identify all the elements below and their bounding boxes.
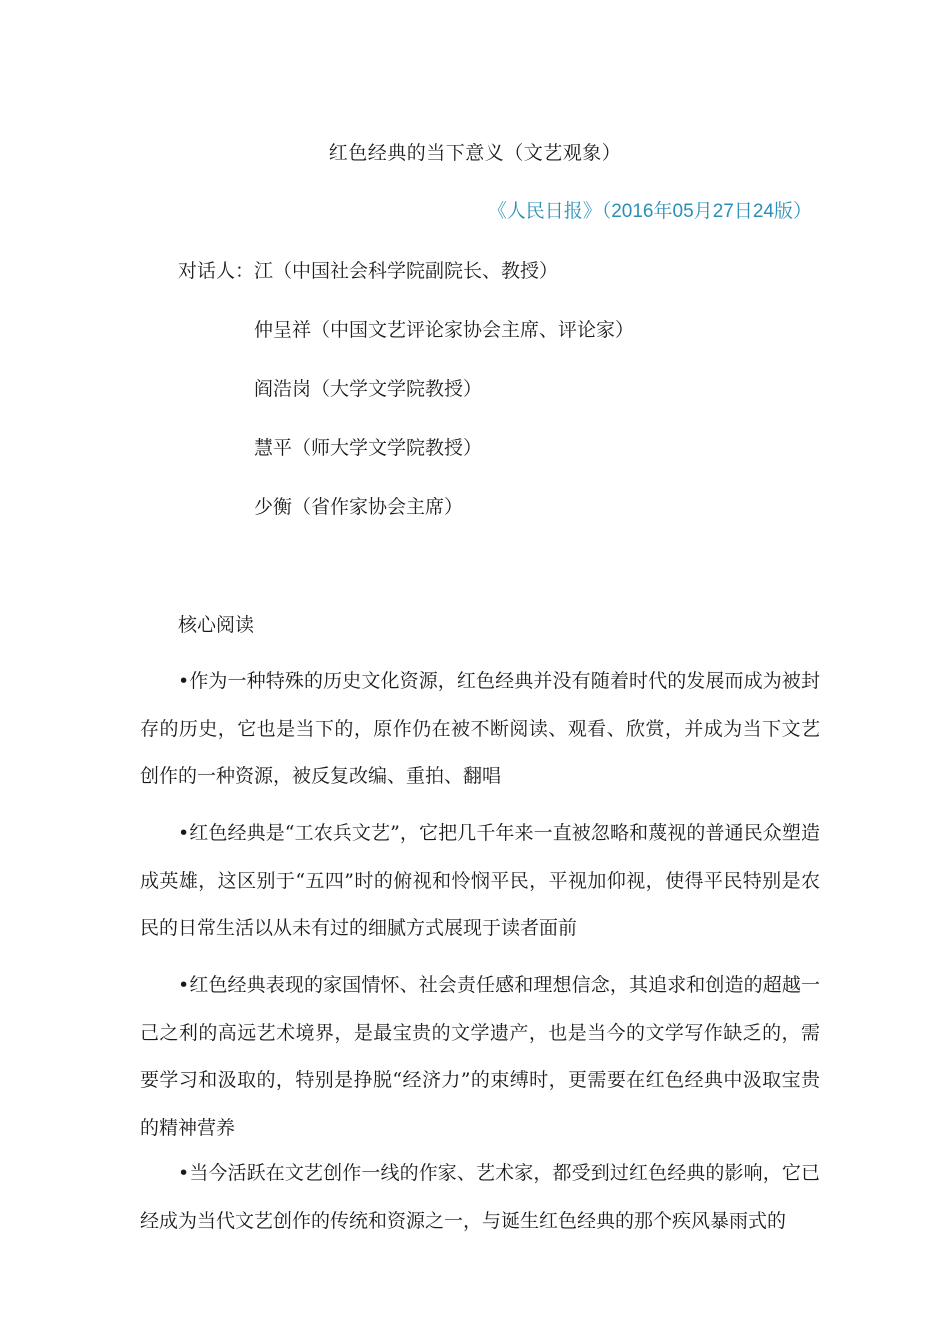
source-year: 2016 xyxy=(611,201,654,222)
participant-name: 江（中国社会科学院副院长、教授） xyxy=(254,260,559,282)
source-year-unit: 年 xyxy=(653,200,673,222)
source-edition: 24 xyxy=(752,201,774,222)
participant-name: 仲呈祥（中国文艺评论家协会主席、评论家） xyxy=(254,319,635,341)
paragraph: •作为一种特殊的历史文化资源，红色经典并没有随着时代的发展而成为被封存的历史，它也是当下的，原作仍在被不断阅读、观看、欣赏，并成为当下文艺创作的一种资源，被反复改编、重拍、翻唱 xyxy=(140,670,820,787)
source-line xyxy=(488,196,812,223)
document-title: 红色经典的当下意义（文艺观象） xyxy=(328,142,622,164)
source-edition-unit: 版） xyxy=(773,200,812,222)
source-month: 05 xyxy=(672,201,694,222)
paragraph: •红色经典是“工农兵文艺”，它把几千年来一直被忽略和蔑视的普通民众塑造成英雄，这区别于“五四”时的俯视和怜悯平民，平视加仰视，使得平民特别是农民的日常生活以从未有过的细腻方式展现于读者面前 xyxy=(140,822,820,939)
participants-label: 对话人： xyxy=(178,260,255,282)
participant-name: 阎浩岗（大学文学院教授） xyxy=(254,378,483,400)
paragraph: •红色经典表现的家国情怀、社会责任感和理想信念，其追求和创造的超越一己之利的高远艺术境界，是最宝贵的文学遗产，也是当今的文学写作缺乏的，需要学习和汲取的，特别是挣脱“经济力”的束缚时，更需要在红色经典中汲取宝贵的精神营养 xyxy=(140,974,820,1139)
source-publication: 《人民日报》（ xyxy=(487,200,612,222)
source-day: 27 xyxy=(712,201,734,222)
participant-name: 慧平（师大学文学院教授） xyxy=(254,437,483,459)
source-month-unit: 月 xyxy=(693,200,713,222)
participant-row-1 xyxy=(178,256,558,283)
section-heading: 核心阅读 xyxy=(178,614,255,636)
paragraph: •当今活跃在文艺创作一线的作家、艺术家，都受到过红色经典的影响，它已经成为当代文艺创作的传统和资源之一，与诞生红色经典的那个疾风暴雨式的 xyxy=(140,1162,820,1232)
source-day-unit: 日 xyxy=(733,200,753,222)
participant-name: 少衡（省作家协会主席） xyxy=(254,496,464,518)
